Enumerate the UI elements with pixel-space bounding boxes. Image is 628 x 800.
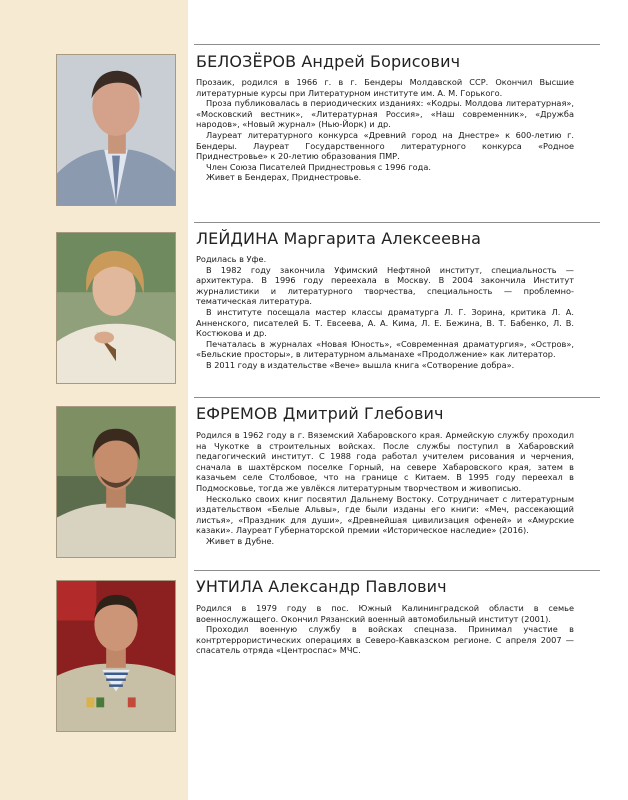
author-surname: УНТИЛА bbox=[196, 577, 264, 596]
author-name bbox=[196, 52, 606, 72]
author-given-name: Александр Павлович bbox=[268, 577, 447, 596]
author-bio bbox=[196, 430, 574, 547]
author-name bbox=[196, 404, 606, 424]
bio-paragraph: Живет в Бендерах, Приднестровье. bbox=[206, 172, 362, 183]
bio-paragraph: В 1982 году закончила Уфимский Нефтяной институт, специальность — архитектура. В 1996 году переехала в Москву. В 2004 закончила Институт журналистики и литературного творчества, специальность — проблемно-тематическая литература. bbox=[196, 264, 574, 307]
author-surname: ЛЕЙДИНА bbox=[196, 229, 279, 248]
author-bio bbox=[196, 603, 574, 656]
bio-paragraph: Лауреат литературного конкурса «Древний город на Днестре» к 600-летию г. Бендеры. Лауреат Государственного литературного конкурса «Родное Приднестровье» к 20-летию образования ПМР. bbox=[196, 129, 574, 162]
author-given-name: Андрей Борисович bbox=[301, 52, 461, 71]
author-photo bbox=[56, 580, 176, 732]
section-divider bbox=[194, 570, 600, 571]
bio-paragraph: Родился в 1979 году в пос. Южный Калининградской области в семье военнослужащего. Окончил Рязанский военный автомобильный институт (2001). bbox=[196, 603, 574, 624]
author-photo bbox=[56, 54, 176, 206]
author-bio bbox=[196, 77, 574, 183]
section-divider bbox=[194, 397, 600, 398]
author-photo bbox=[56, 232, 176, 384]
bio-paragraph: Член Союза Писателей Приднестровья с 1996 года. bbox=[206, 161, 431, 172]
author-name bbox=[196, 577, 606, 597]
section-divider bbox=[194, 44, 600, 45]
bio-paragraph: Родилась в Уфе. bbox=[196, 254, 267, 264]
bio-paragraph: Несколько своих книг посвятил Дальнему Востоку. Сотрудничает с литературным издательством «Белые Альвы», где были изданы его книги: «Меч, рассекающий листья», «Праздник для души», «Древнейшая цивилизация офеней» и «Амурские казаки». Лауреат Губернаторской премии «Историческое наследие» (2016). bbox=[196, 493, 574, 536]
author-bio bbox=[196, 254, 574, 371]
bio-paragraph: Проза публиковалась в периодических изданиях: «Кодры. Молдова литературная», «Московский вестник», «Литературная Россия», «Наш современник», «Дружба народов», «Новый журнал» (Нью-Йорк) и др. bbox=[196, 98, 574, 130]
author-name bbox=[196, 229, 606, 249]
author-surname: ЕФРЕМОВ bbox=[196, 404, 278, 423]
section-divider bbox=[194, 222, 600, 223]
bio-paragraph: Печаталась в журналах «Новая Юность», «Современная драматургия», «Остров», «Бельские просторы», в литературном альманахе «Продолжение» как литератор. bbox=[196, 338, 574, 360]
bio-paragraph: В институте посещала мастер классы драматурга Л. Г. Зорина, критика Л. А. Анненского, писателей Б. Т. Евсеева, А. А. Кима, Л. Е. Бежина, В. Т. Бабенко, Л. В. Костюкова и др. bbox=[196, 306, 574, 339]
author-given-name: Дмитрий Глебович bbox=[282, 404, 444, 423]
bio-paragraph: В 2011 году в издательстве «Вече» вышла книга «Сотворение добра». bbox=[206, 359, 515, 370]
bio-paragraph: Живет в Дубне. bbox=[206, 535, 275, 546]
bio-paragraph: Проходил военную службу в войсках спецназа. Принимал участие в контртеррористических операциях в Северо-Кавказском регионе. С апреля 2007 — спасатель отряда «Центроспас» МЧС. bbox=[196, 624, 574, 656]
author-photo bbox=[56, 406, 176, 558]
author-surname: БЕЛОЗЁРОВ bbox=[196, 52, 297, 71]
author-given-name: Маргарита Алексеевна bbox=[283, 229, 482, 248]
bio-paragraph: Прозаик, родился в 1966 г. в г. Бендеры Молдавской ССР. Окончил Высшие литературные курсы при Литературном институте им. А. М. Горького. bbox=[196, 77, 574, 98]
bio-paragraph: Родился в 1962 году в г. Вяземский Хабаровского края. Армейскую службу проходил на Чукотке в строительных войсках. После службы поступил в Хабаровский педагогический институт. С 1988 года работал учителем рисования и черчения, сначала в шахтёрском поселке Горный, на севере Хабаровского края, затем в казачьем селе Столбовое, что на границе с Китаем. В 1995 году переехал в Подмосковье, тогда же увлёкся литературным творчеством и живописью. bbox=[196, 430, 574, 493]
